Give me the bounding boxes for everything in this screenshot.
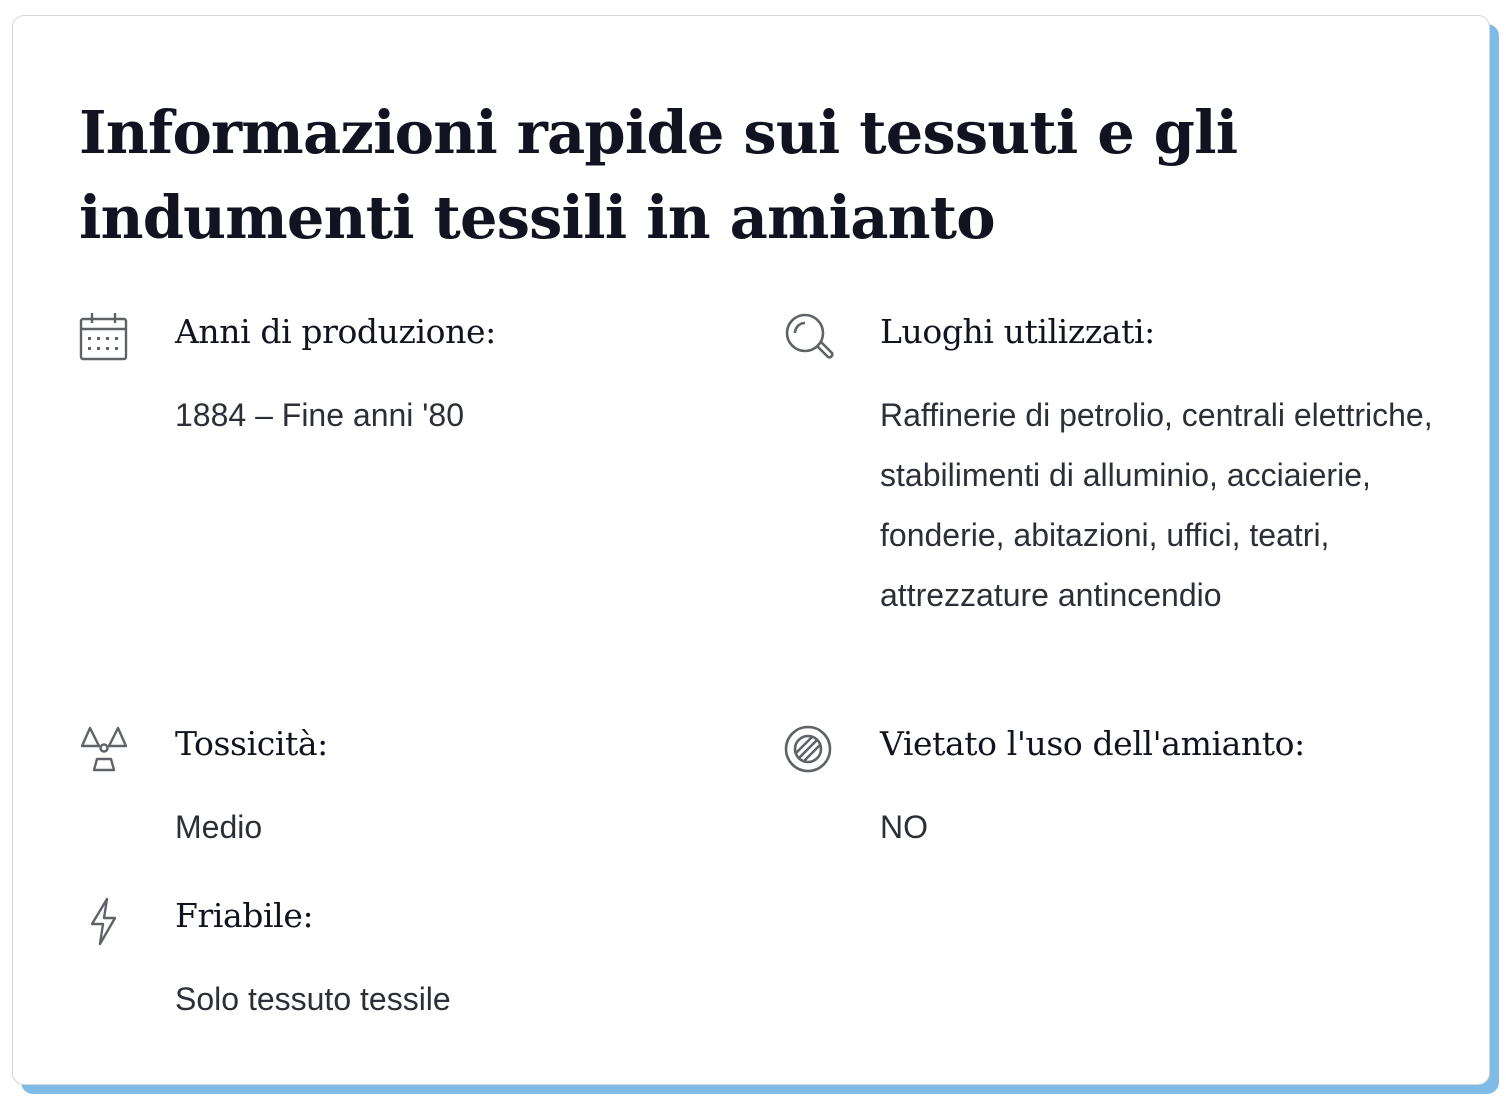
card-title: Informazioni rapide sui tessuti e gli indumenti tessili in amianto xyxy=(79,98,1238,252)
fact-label: Luoghi utilizzati: xyxy=(880,312,1155,351)
prohibited-icon xyxy=(784,724,834,774)
fact-label: Vietato l'uso dell'amianto: xyxy=(880,724,1305,763)
fact-label: Anni di produzione: xyxy=(175,312,496,351)
lightning-icon xyxy=(79,896,129,946)
fact-label: Tossicità: xyxy=(175,724,328,763)
quick-facts-card xyxy=(12,15,1490,1085)
search-icon xyxy=(784,312,834,362)
radiation-icon xyxy=(79,724,129,774)
fact-value: NO xyxy=(880,809,928,845)
fact-value: Raffinerie di petrolio, centrali elettriche, stabilimenti di alluminio, acciaierie, fonderie, abitazioni, uffici, teatri, attrezzature antincendio xyxy=(880,397,1433,613)
fact-label: Friabile: xyxy=(175,896,314,935)
fact-value: 1884 – Fine anni '80 xyxy=(175,397,464,433)
fact-value: Medio xyxy=(175,809,263,845)
calendar-icon xyxy=(79,312,129,362)
fact-value: Solo tessuto tessile xyxy=(175,981,451,1017)
